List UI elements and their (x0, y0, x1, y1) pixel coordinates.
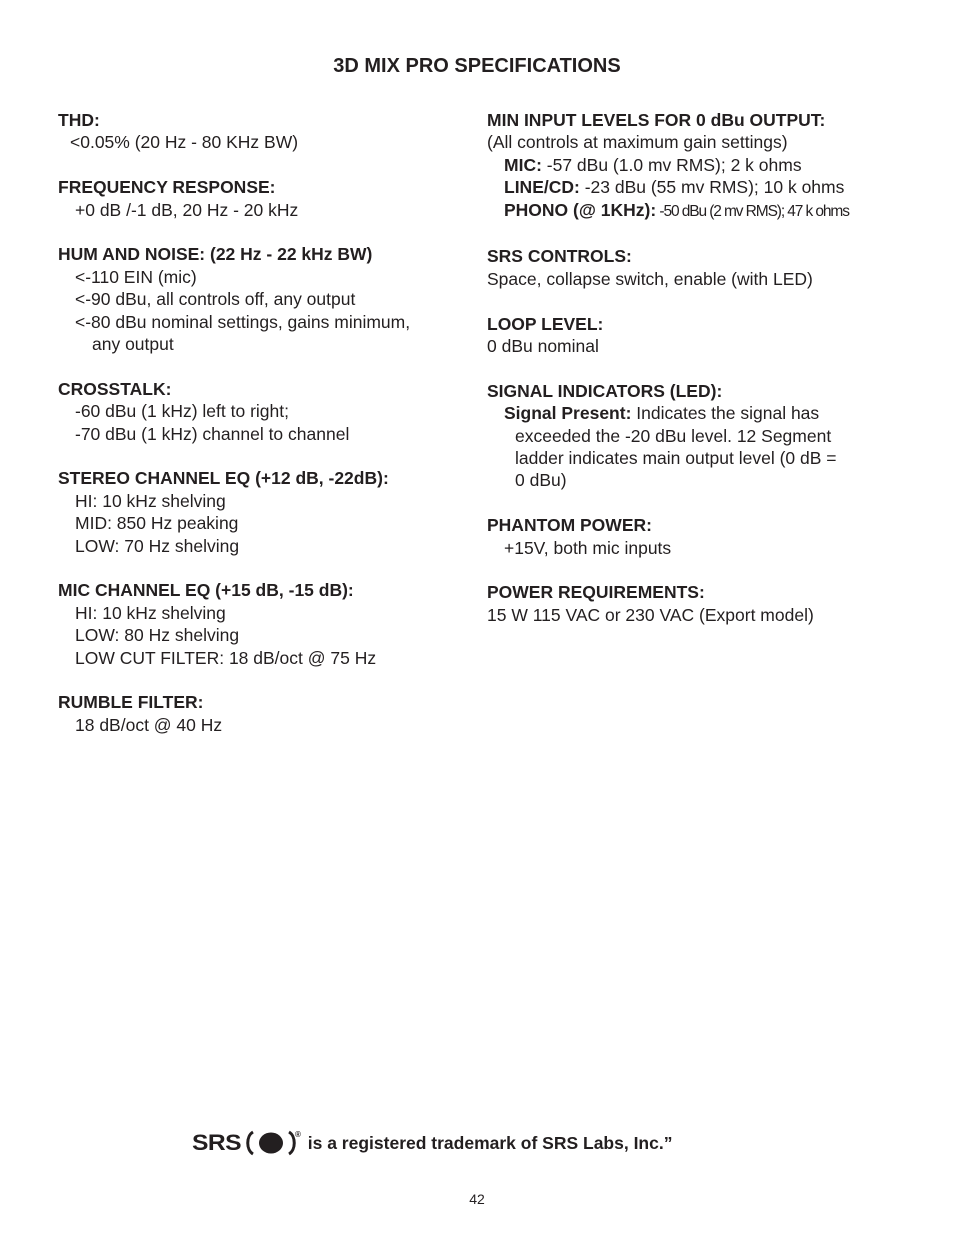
specs-left-column (58, 109, 458, 759)
srs-logo (192, 1129, 302, 1157)
spec-line: (All controls at maximum gain settings) (487, 132, 788, 153)
spec-line: -70 dBu (1 kHz) channel to channel (75, 423, 350, 444)
spec-line: MID: 850 Hz peaking (75, 513, 239, 534)
spec-frequency-response (58, 176, 458, 221)
spec-mic-channel-eq (58, 579, 458, 669)
spec-line: <-90 dBu, all controls off, any output (75, 289, 356, 310)
spec-heading: HUM AND NOISE: (22 Hz - 22 kHz BW) (58, 244, 373, 265)
spec-line: HI: 10 kHz shelving (75, 602, 226, 623)
spec-value: -50 dBu (2 mv RMS); 47 k ohms (656, 202, 849, 220)
spec-rumble-filter (58, 691, 458, 736)
spec-line: +0 dB /-1 dB, 20 Hz - 20 kHz (75, 199, 299, 220)
spec-phantom-power (487, 514, 917, 559)
spec-heading: PHANTOM POWER: (487, 515, 652, 536)
spec-line: 18 dB/oct @ 40 Hz (75, 714, 223, 735)
spec-line: Space, collapse switch, enable (with LED) (487, 268, 813, 289)
spec-label: MIC: (504, 154, 542, 175)
spec-line: ladder indicates main output level (0 dB = (515, 448, 837, 469)
spec-line: exceeded the -20 dBu level. 12 Segment (515, 425, 832, 446)
spec-value: -57 dBu (1.0 mv RMS); 2 k ohms (541, 154, 802, 175)
spec-line: <-110 EIN (mic) (75, 266, 197, 287)
spec-signal-indicators (487, 380, 917, 492)
specs-right-column (487, 109, 917, 649)
trademark-notice (192, 1129, 672, 1157)
spec-label: LINE/CD: (504, 177, 580, 198)
spec-line: LOW: 70 Hz shelving (75, 535, 240, 556)
page-number: 42 (469, 1191, 485, 1207)
spec-line: 15 W 115 VAC or 230 VAC (Export model) (487, 604, 814, 625)
spec-line: 0 dBu nominal (487, 336, 599, 357)
spec-stereo-channel-eq (58, 467, 458, 557)
spec-value: Indicates the signal has (631, 403, 820, 424)
srs-logo-icon (244, 1129, 302, 1157)
page-title: 3D MIX PRO SPECIFICATIONS (333, 55, 621, 77)
spec-label: Signal Present: (504, 403, 632, 424)
spec-line (487, 402, 917, 424)
spec-value: -23 dBu (55 mv RMS); 10 k ohms (579, 177, 845, 198)
spec-label: PHONO (@ 1KHz): (504, 199, 657, 220)
spec-line: 0 dBu) (515, 470, 567, 491)
spec-heading: POWER REQUIREMENTS: (487, 582, 705, 603)
spec-heading: FREQUENCY RESPONSE: (58, 177, 276, 198)
spec-heading: THD: (58, 110, 100, 130)
spec-thd (58, 109, 458, 154)
spec-heading: SIGNAL INDICATORS (LED): (487, 380, 723, 401)
spec-heading: LOOP LEVEL: (487, 313, 604, 334)
srs-logo-text: SRS (192, 1129, 241, 1155)
spec-line: LOW: 80 Hz shelving (75, 625, 240, 646)
spec-line: LOW CUT FILTER: 18 dB/oct @ 75 Hz (75, 647, 377, 668)
spec-line-line-cd (487, 176, 917, 198)
spec-line: any output (92, 334, 174, 355)
spec-heading: CROSSTALK: (58, 378, 172, 399)
spec-line-mic (487, 154, 917, 176)
spec-heading: STEREO CHANNEL EQ (+12 dB, -22dB): (58, 468, 389, 489)
spec-power-requirements (487, 581, 917, 626)
spec-line: <0.05% (20 Hz - 80 KHz BW) (70, 132, 299, 153)
spec-crosstalk (58, 378, 458, 445)
registered-mark: ® (294, 1130, 301, 1139)
spec-loop-level (487, 313, 917, 358)
trademark-text: is a registered trademark of SRS Labs, Inc.” (307, 1132, 673, 1153)
spec-line: <-80 dBu nominal settings, gains minimum, (75, 311, 411, 332)
spec-line: +15V, both mic inputs (504, 537, 672, 558)
spec-heading: MIN INPUT LEVELS FOR 0 dBu OUTPUT: (487, 110, 826, 130)
spec-line: -60 dBu (1 kHz) left to right; (75, 401, 289, 422)
spec-heading: MIC CHANNEL EQ (+15 dB, -15 dB): (58, 580, 354, 601)
spec-hum-and-noise (58, 243, 458, 355)
spec-srs-controls (487, 245, 917, 290)
spec-min-input-levels (487, 109, 917, 223)
spec-heading: RUMBLE FILTER: (58, 692, 204, 713)
spec-heading: SRS CONTROLS: (487, 246, 632, 267)
spec-line-phono (487, 199, 917, 223)
spec-line: HI: 10 kHz shelving (75, 490, 226, 511)
